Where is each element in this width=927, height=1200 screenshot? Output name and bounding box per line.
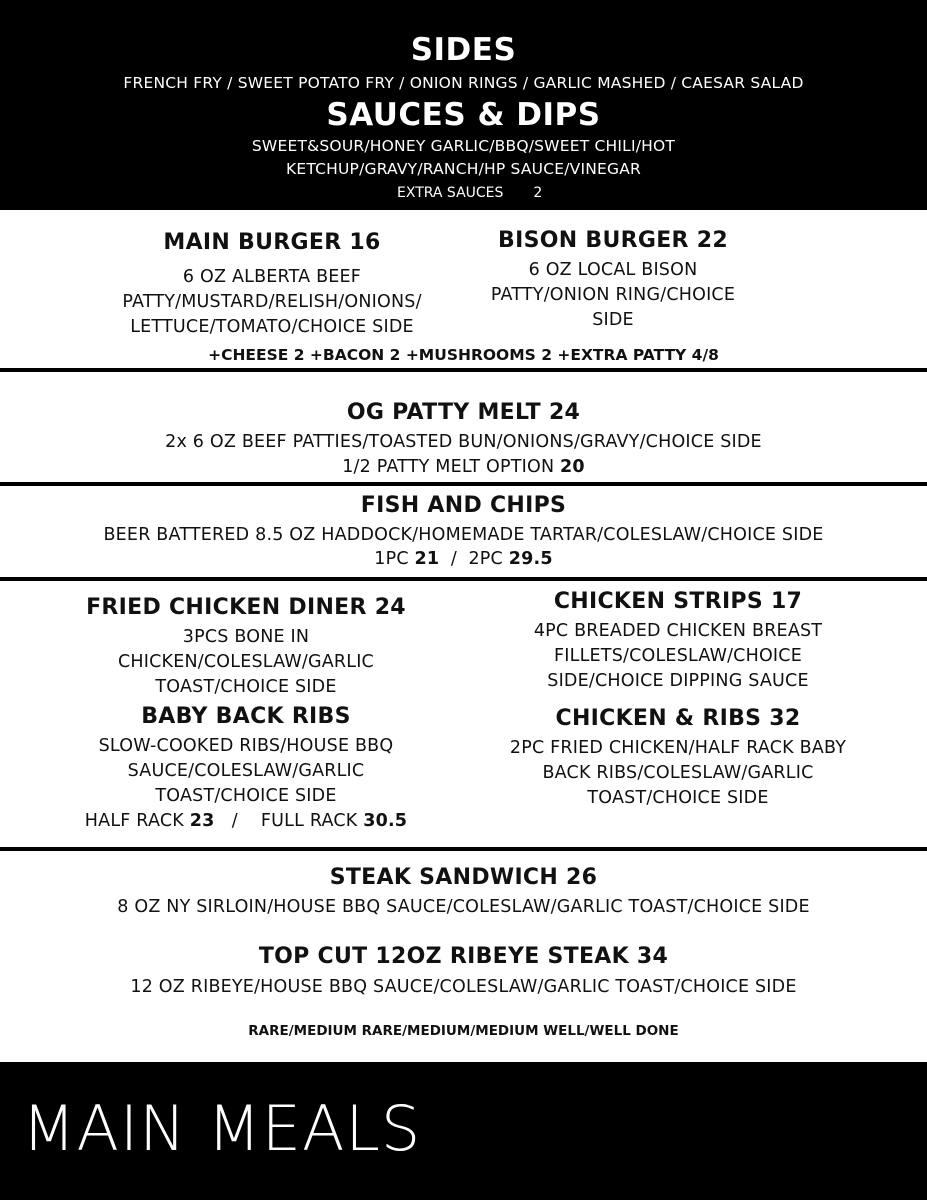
fish-and-chips-desc: BEER BATTERED 8.5 OZ HADDOCK/HOMEMADE TARTAR/COLESLAW/CHOICE SIDE [103,525,824,545]
chicken-strips-title: CHICKEN STRIPS 17 [553,589,803,614]
chicken-strips-desc-line: FILLETS/COLESLAW/CHOICE [554,646,802,666]
doneness-options: RARE/MEDIUM RARE/MEDIUM/MEDIUM WELL/WELL DONE [248,1023,679,1039]
main-burger-desc-line: 6 OZ ALBERTA BEEF [182,267,362,287]
fish-1pc-price: 21 [414,549,440,569]
chicken-ribs-desc-line: BACK RIBS/COLESLAW/GARLIC [542,763,814,783]
bison-burger-desc [453,258,773,333]
sauces-line-1: SWEET&SOUR/HONEY GARLIC/BBQ/SWEET CHILI/HOT [251,137,676,155]
fried-chicken-desc-line: 3PCS BONE IN [182,627,310,647]
bison-burger-desc-line: PATTY/ONION RING/CHOICE [490,285,736,305]
bison-burger-desc-line: 6 OZ LOCAL BISON [528,260,698,280]
divider [0,482,927,486]
divider [0,577,927,581]
main-burger-desc-line: PATTY/MUSTARD/RELISH/ONIONS/ [122,292,422,312]
ribs-desc-line: SAUCE/COLESLAW/GARLIC [127,761,365,781]
full-rack-label: FULL RACK [260,811,364,831]
chicken-strips-desc-line: 4PC BREADED CHICKEN BREAST [533,621,823,641]
chicken-strips-desc-line: SIDE/CHOICE DIPPING SAUCE [547,671,809,691]
fish-1pc-label: 1PC [374,549,415,569]
fried-chicken-desc-line: CHICKEN/COLESLAW/GARLIC [118,652,374,672]
ribs-desc-line: TOAST/CHOICE SIDE [155,786,337,806]
og-patty-melt-title: OG PATTY MELT 24 [346,400,581,425]
steak-sandwich-title: STEAK SANDWICH 26 [329,865,598,890]
fried-chicken-diner-title: FRIED CHICKEN DINER 24 [86,595,406,620]
main-burger-title: MAIN BURGER 16 [163,230,381,255]
patty-melt-option-price: 20 [560,457,585,477]
bison-burger-desc-line: SIDE [592,310,634,330]
extra-sauces-label: EXTRA SAUCES [397,185,504,201]
sides-items: FRENCH FRY / SWEET POTATO FRY / ONION RINGS / GARLIC MASHED / CAESAR SALAD [123,74,804,92]
divider [0,847,927,851]
fish-and-chips-title: FISH AND CHIPS [360,493,567,518]
og-patty-melt-option [0,455,927,480]
burger-addons: +CHEESE 2 +BACON 2 +MUSHROOMS 2 +EXTRA PATTY 4/8 [208,346,719,364]
ribeye-title: TOP CUT 12OZ RIBEYE STEAK 34 [258,944,669,969]
sauces-line-2: KETCHUP/GRAVY/RANCH/HP SAUCE/VINEGAR [286,160,641,178]
ribs-prices [60,809,432,834]
extra-sauces [397,185,542,201]
sauces-title: SAUCES & DIPS [326,97,601,133]
chicken-strips-desc [478,619,878,694]
full-rack-price: 30.5 [363,811,408,831]
og-patty-melt-desc: 2x 6 OZ BEEF PATTIES/TOASTED BUN/ONIONS/GRAVY/CHOICE SIDE [165,432,762,452]
ribs-desc-line: SLOW-COOKED RIBS/HOUSE BBQ [98,736,394,756]
chicken-and-ribs-title: CHICKEN & RIBS 32 [555,706,801,731]
divider [0,368,927,372]
fried-chicken-desc-line: TOAST/CHOICE SIDE [155,677,337,697]
main-burger-desc [92,265,452,340]
half-rack-label: HALF RACK [84,811,190,831]
chicken-and-ribs-desc [478,736,878,811]
price-separator: / [214,811,261,831]
bison-burger-title: BISON BURGER 22 [498,228,728,253]
baby-back-ribs-desc [60,734,432,834]
baby-back-ribs-title: BABY BACK RIBS [141,704,351,729]
chicken-ribs-desc-line: TOAST/CHOICE SIDE [587,788,769,808]
extra-sauces-price: 2 [533,185,543,201]
fried-chicken-diner-desc [60,625,432,700]
chicken-ribs-desc-line: 2PC FRIED CHICKEN/HALF RACK BABY [509,738,847,758]
fish-2pc-label: 2PC [468,549,509,569]
sides-title: SIDES [410,32,517,68]
half-rack-price: 23 [189,811,215,831]
main-burger-desc-line: LETTUCE/TOMATO/CHOICE SIDE [130,317,414,337]
fish-and-chips-prices [0,547,927,572]
price-separator: / [439,549,469,569]
fish-2pc-price: 29.5 [508,549,553,569]
steak-sandwich-desc: 8 OZ NY SIRLOIN/HOUSE BBQ SAUCE/COLESLAW/GARLIC TOAST/CHOICE SIDE [117,897,810,917]
patty-melt-option-label: 1/2 PATTY MELT OPTION [342,457,561,477]
ribeye-desc: 12 OZ RIBEYE/HOUSE BBQ SAUCE/COLESLAW/GARLIC TOAST/CHOICE SIDE [130,977,797,997]
page-title: MAIN MEALS [22,1092,422,1165]
